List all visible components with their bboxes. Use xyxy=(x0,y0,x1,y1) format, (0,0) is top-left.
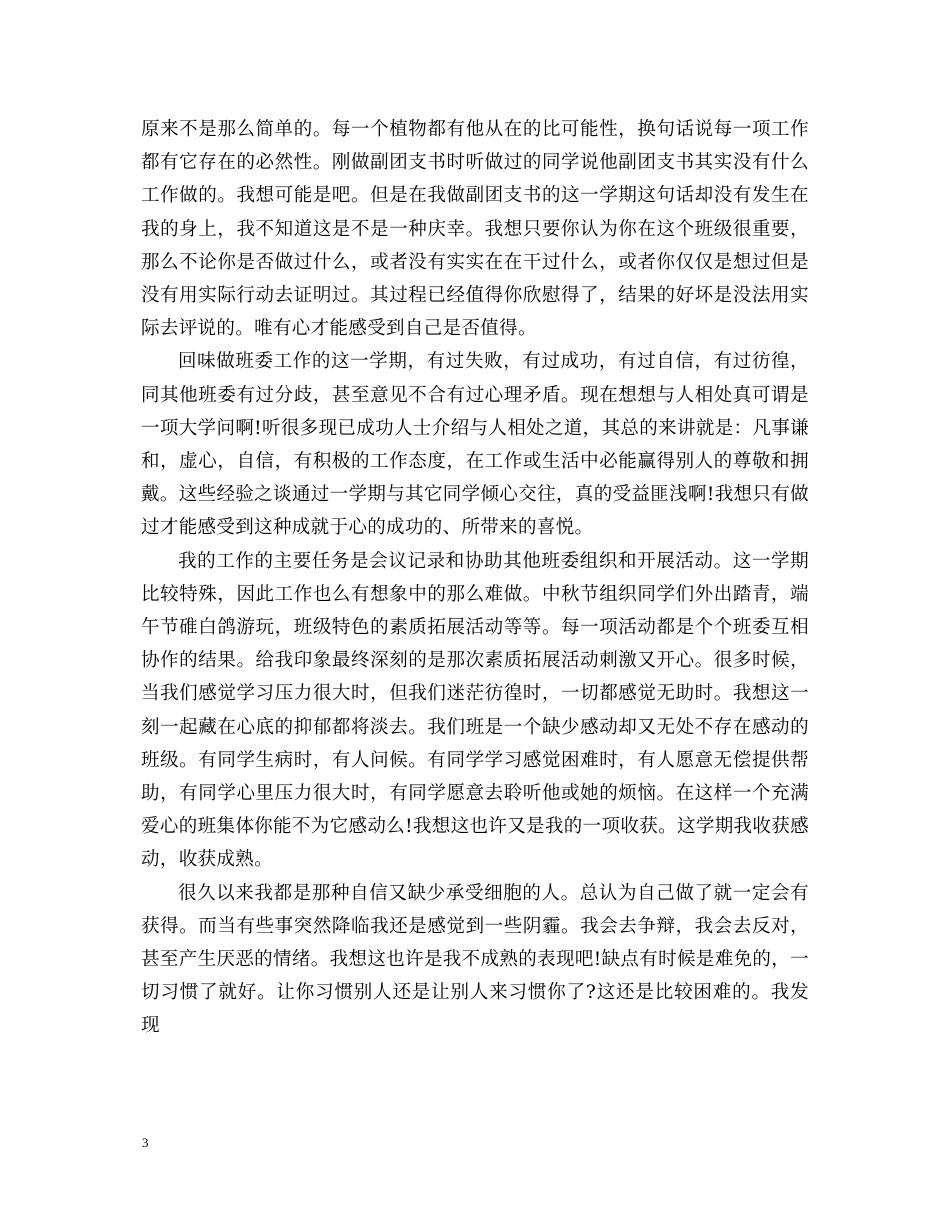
paragraph-class-committee-reflection: 回味做班委工作的这一学期，有过失败，有过成功，有过自信，有过彷徨，同其他班委有过分歧，甚至意见不合有过心理矛盾。现在想想与人相处真可谓是一项大学问啊!听很多现已成功人士介绍与人相处之道，其总的来讲就是：凡事谦和，虚心，自信，有积极的工作态度，在工作或生活中必能赢得别人的尊敬和拥戴。这些经验之谈通过一学期与其它同学倾心交往，真的受益匪浅啊!我想只有做过才能感受到这种成就于心的成功的、所带来的喜悦。 xyxy=(141,351,809,539)
paragraph-self-reflection: 很久以来我都是那种自信又缺少承受细胞的人。总认为自己做了就一定会有获得。而当有些事突然降临我还是感觉到一些阴霾。我会去争辩，我会去反对，甚至产生厌恶的情绪。我想这也许是我不成熟的表现吧!缺点有时候是难免的，一切习惯了就好。让你习惯别人还是让别人来习惯你了?这还是比较困难的。我发现 xyxy=(141,882,809,1037)
body-text xyxy=(141,113,809,1043)
paragraph-main-tasks: 我的工作的主要任务是会议记录和协助其他班委组织和开展活动。这一学期比较特殊，因此工作也么有想象中的那么难做。中秋节组织同学们外出踏青，端午节碓白鸽游玩，班级特色的素质拓展活动等等。每一项活动都是个个班委互相协作的结果。给我印象最终深刻的是那次素质拓展活动刺激又开心。很多时候，当我们感觉学习压力很大时，但我们迷茫彷徨时，一切都感觉无助时。我想这一刻一起藏在心底的抑郁都将淡去。我们班是一个缺少感动却又无处不存在感动的班级。有同学生病时，有人问候。有同学学习感觉困难时，有人愿意无偿提供帮助，有同学心里压力很大时，有同学愿意去聆听他或她的烦恼。在这样一个充满爱心的班集体你能不为它感动么!我想这也许又是我的一项收获。这学期我收获感动，收获成熟。 xyxy=(141,550,809,871)
page-number: 3 xyxy=(142,1135,149,1150)
paragraph-continuation: 原来不是那么简单的。每一个植物都有他从在的比可能性，换句话说每一项工作都有它存在的必然性。刚做副团支书时听做过的同学说他副团支书其实没有什么工作做的。我想可能是吧。但是在我做副团支书的这一学期这句话却没有发生在我的身上，我不知道这是不是一种庆幸。我想只要你认为你在这个班级很重要，那么不论你是否做过什么，或者没有实实在在干过什么，或者你仅仅是想过但是没有用实际行动去证明过。其过程已经值得你欣慰得了，结果的好坏是没法用实际去评说的。唯有心才能感受到自己是否值得。 xyxy=(141,119,809,340)
